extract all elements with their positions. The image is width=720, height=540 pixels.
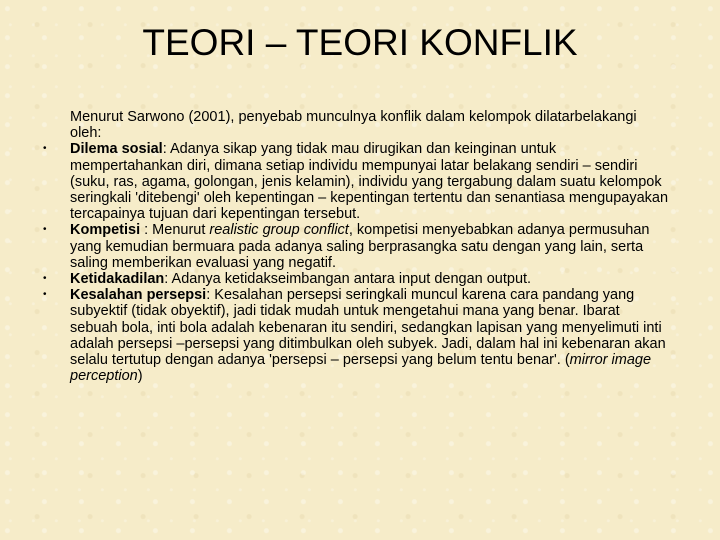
- term-label: Dilema sosial: [70, 141, 163, 158]
- item-text: : Kesalahan persepsi seringkali muncul karena cara pandang yang subyektif (tidak obyektif), jadi tidak mudah untuk mengetahui mana yang benar. Ibarat sebuah bola, inti bola adalah kebenaran itu sendiri, sedangkan lapisan yang menyelimuti inti adalah persepsi –persepsi yang ditimbulkan oleh subyek. Jadi, dalam hal ini kebenaran akan selalu tertutup dengan adanya 'persepsi – persepsi yang belum tentu benar'. (: [70, 287, 666, 369]
- intro-paragraph: [40, 109, 670, 141]
- bullet-icon: •: [43, 289, 47, 301]
- list-item-ketidakadilan: [40, 271, 670, 287]
- item-text: : Adanya sikap yang tidak mau dirugikan dan keinginan untuk mempertahankan diri, dimana setiap individu mempunyai latar belakang sendiri – sendiri (suku, ras, agama, golongan, jenis kelamin), individu yang tergabung dalam suatu kelompok seringkali 'ditebengi' oleh kepentingan – kepentingan tertentu dan senantiasa mengupayakan tercapainya tujuan dari kepentingan tersebut.: [70, 141, 669, 223]
- item-text: : Adanya ketidakseimbangan antara input dengan output.: [164, 271, 532, 288]
- term-label: Kesalahan persepsi: [70, 287, 207, 304]
- list-item-kompetisi: [40, 222, 670, 271]
- list-item-dilema-sosial: [40, 141, 670, 222]
- intro-text: Menurut Sarwono (2001), penyebab munculnya konflik dalam kelompok dilatarbelakangi oleh:: [70, 109, 637, 142]
- bullet-icon: •: [43, 224, 47, 236]
- term-label: Kompetisi: [70, 222, 141, 239]
- item-italic-text: realistic group conflict: [209, 222, 349, 239]
- bullet-icon: •: [43, 273, 47, 285]
- item-text: : Menurut: [140, 222, 210, 239]
- term-label: Ketidakadilan: [70, 271, 165, 288]
- item-italic-text: mirror image perception: [70, 352, 652, 385]
- bullet-icon: •: [43, 143, 47, 155]
- slide-title: TEORI – TEORI KONFLIK: [142, 22, 578, 63]
- list-item-kesalahan-persepsi: [40, 287, 670, 384]
- item-text-after: ): [137, 368, 143, 385]
- slide-body: [40, 109, 670, 384]
- item-text-after: , kompetisi menyebabkan adanya permusuhan yang kemudian bermuara pada adanya saling berprasangka satu dengan yang lain, serta saling memberikan evaluasi yang negatif.: [70, 222, 650, 271]
